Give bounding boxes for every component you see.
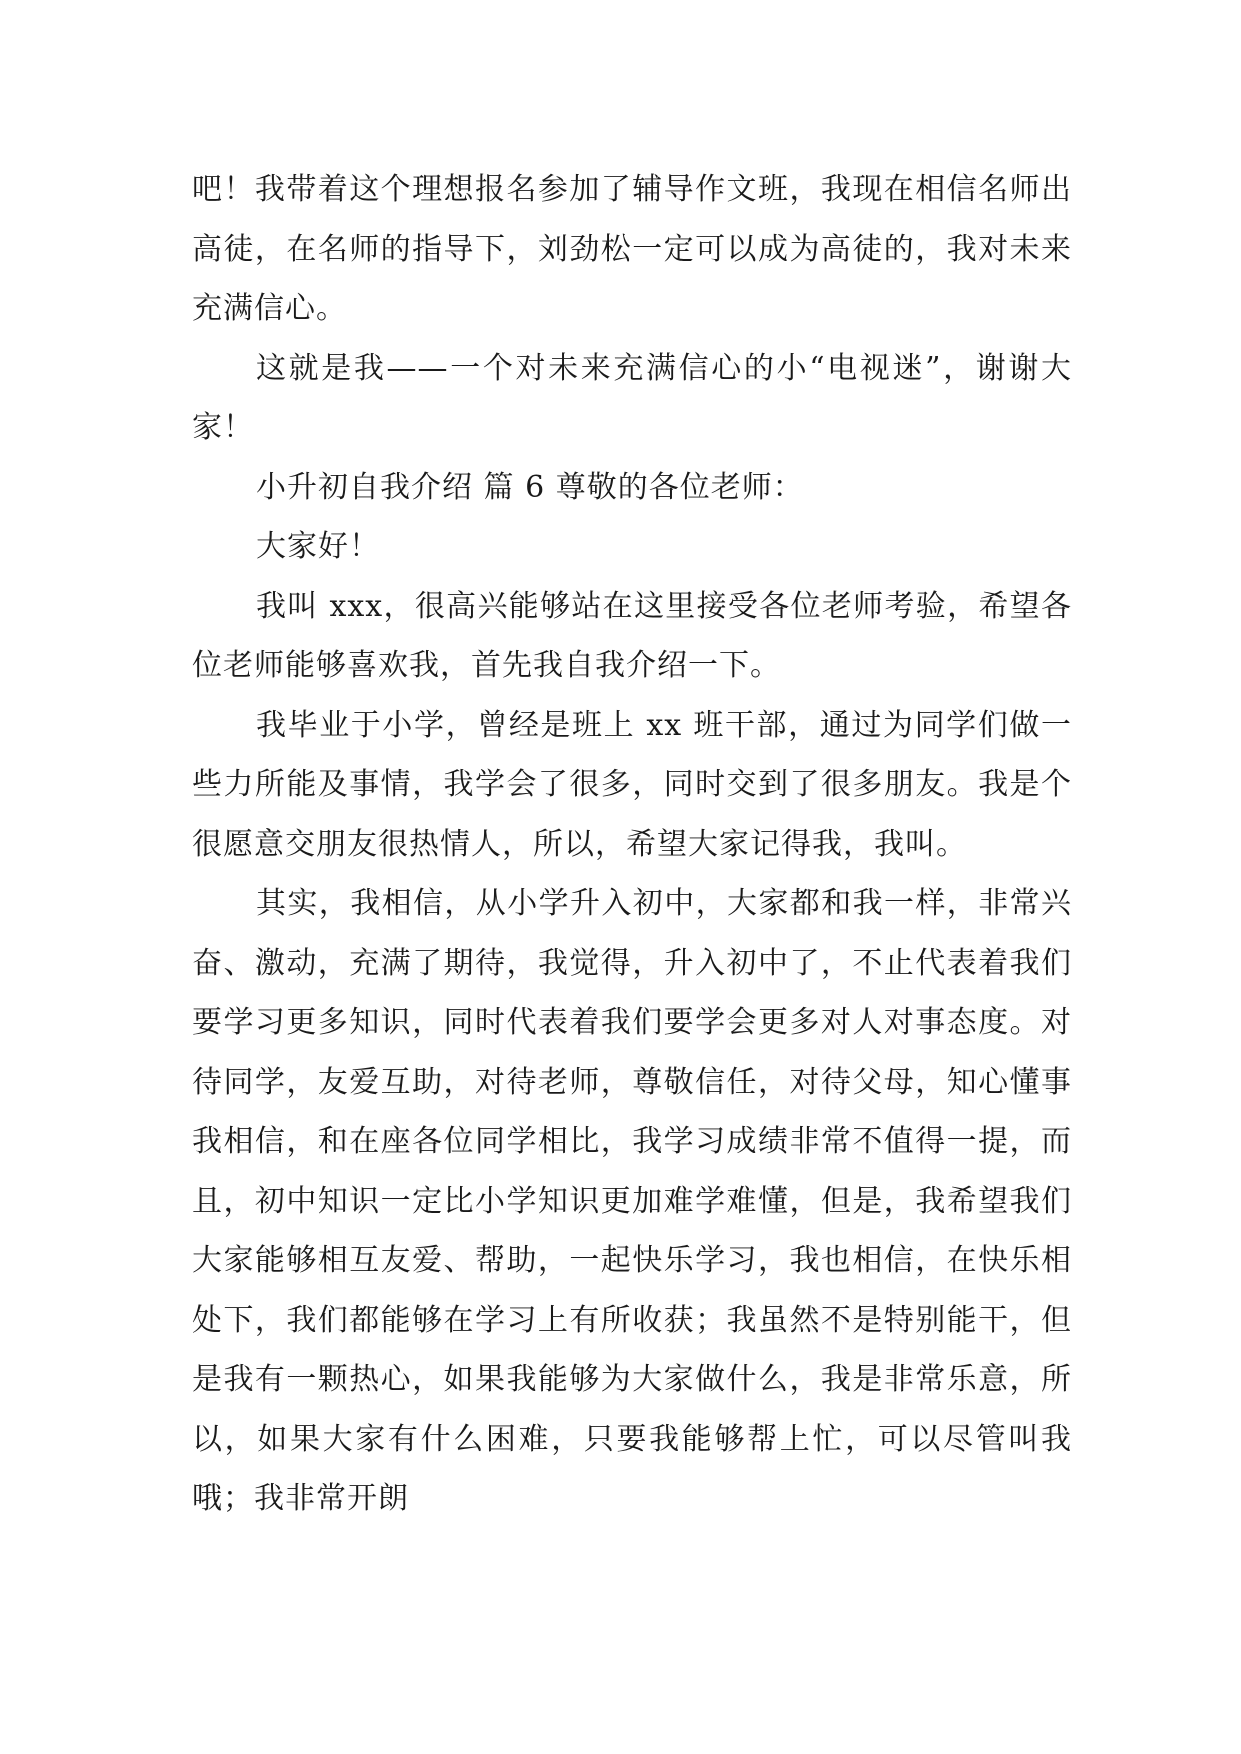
section-heading: 小升初自我介绍 篇 6 尊敬的各位老师： bbox=[256, 469, 804, 505]
paragraph-2: 这就是我——一个对未来充满信心的小“电视迷”，谢谢大家！ bbox=[192, 350, 1072, 445]
greeting: 大家好！ bbox=[256, 529, 380, 564]
paragraph-7: 其实，我相信，从小学升入初中，大家都和我一样，非常兴奋、激动，充满了期待，我觉得，升入初中了，不止代表着我们要学习更多知识，同时代表着我们要学会更多对人对事态度。对待同学，友爱互助，对待老师，尊敬信任，对待父母，知心懂事我相信，和在座各位同学相比，我学习成绩非常不值得一提，而且，初中知识一定比小学知识更加难学难懂，但是，我希望我们大家能够相互友爱、帮助，一起快乐学习，我也相信，在快乐相处下，我们都能够在学习上有所收获；我虽然不是特别能干，但是我有一颗热心，如果我能够为大家做什么，我是非常乐意，所以，如果大家有什么困难，只要我能够帮上忙，可以尽管叫我哦；我非常开朗 bbox=[192, 886, 1072, 1516]
paragraph-1: 吧！我带着这个理想报名参加了辅导作文班，我现在相信名师出高徒，在名师的指导下，刘劲松一定可以成为高徒的，我对未来充满信心。 bbox=[192, 172, 1072, 326]
paragraph-5: 我叫 xxx，很高兴能够站在这里接受各位老师考验，希望各位老师能够喜欢我，首先我自我介绍一下。 bbox=[192, 588, 1072, 683]
paragraph-6: 我毕业于小学，曾经是班上 xx 班干部，通过为同学们做一些力所能及事情，我学会了很多，同时交到了很多朋友。我是个很愿意交朋友很热情人，所以，希望大家记得我，我叫。 bbox=[192, 707, 1072, 862]
body-text bbox=[192, 160, 1072, 1529]
